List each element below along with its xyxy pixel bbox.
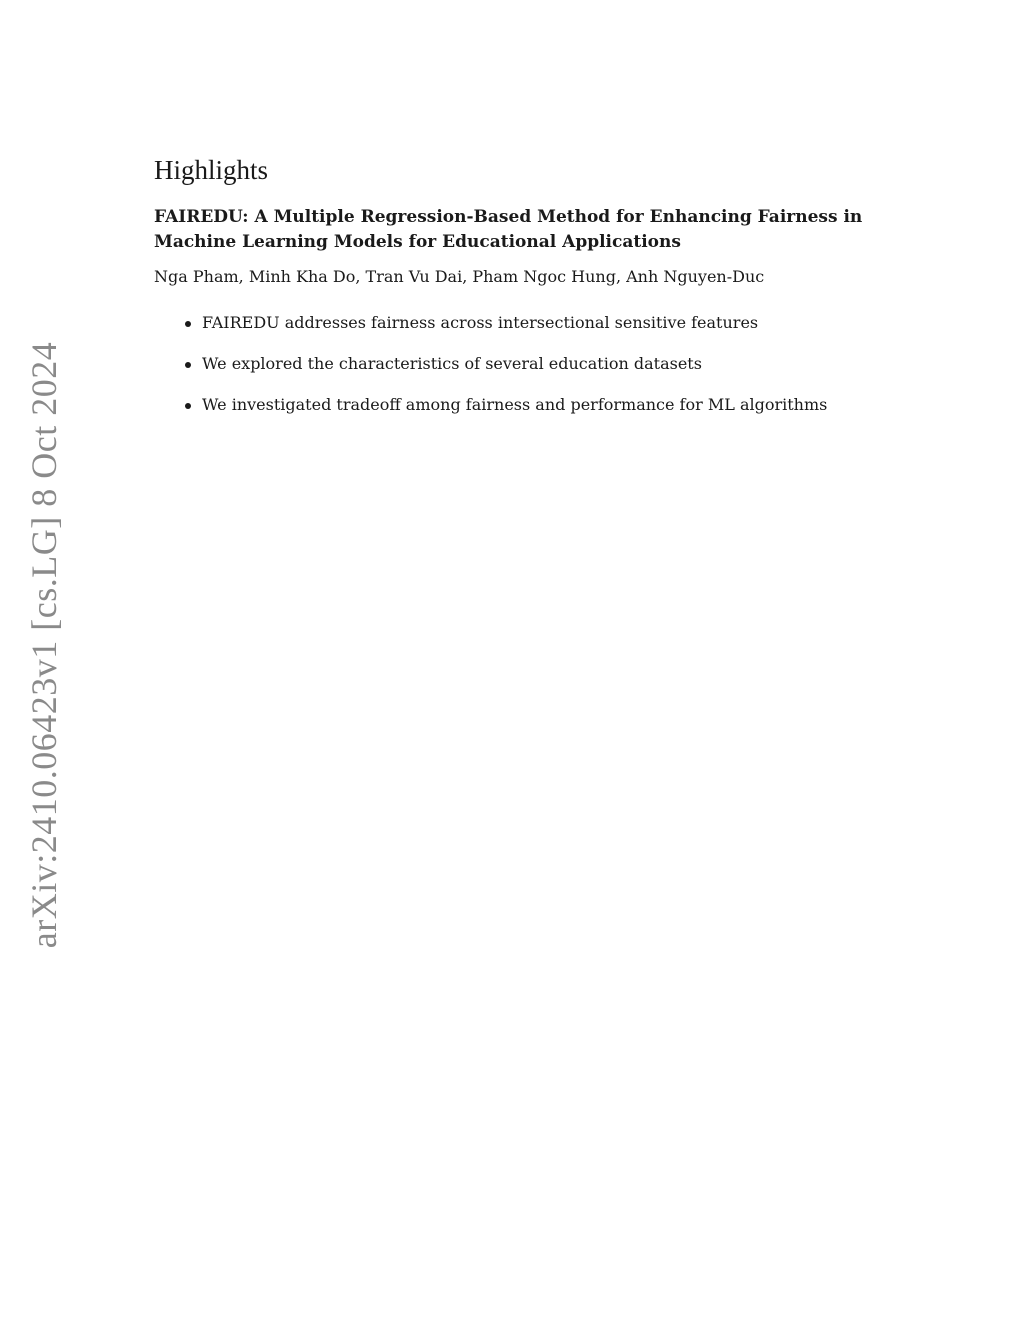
highlight-item <box>154 394 914 416</box>
highlight-item <box>154 312 914 334</box>
bullet-icon <box>185 321 191 327</box>
highlight-item <box>154 353 914 375</box>
bullet-icon <box>185 403 191 409</box>
highlights-list <box>154 312 914 416</box>
section-heading: Highlights <box>154 155 269 185</box>
author-list: Nga Pham, Minh Kha Do, Tran Vu Dai, Pham Ngoc Hung, Anh Nguyen-Duc <box>154 267 765 286</box>
highlights-page <box>154 152 914 435</box>
highlight-text: FAIREDU addresses fairness across intersectional sensitive features <box>202 313 759 332</box>
arxiv-identifier-stamp: arXiv:2410.06423v1 [cs.LG] 8 Oct 2024 <box>24 341 64 949</box>
highlight-text: We investigated tradeoff among fairness and performance for ML algorithms <box>202 395 828 414</box>
bullet-icon <box>185 362 191 368</box>
paper-title: FAIREDU: A Multiple Regression-Based Method for Enhancing Fairness in Machine Learning Models for Educational Applications <box>154 207 863 252</box>
highlight-text: We explored the characteristics of several education datasets <box>202 354 702 373</box>
